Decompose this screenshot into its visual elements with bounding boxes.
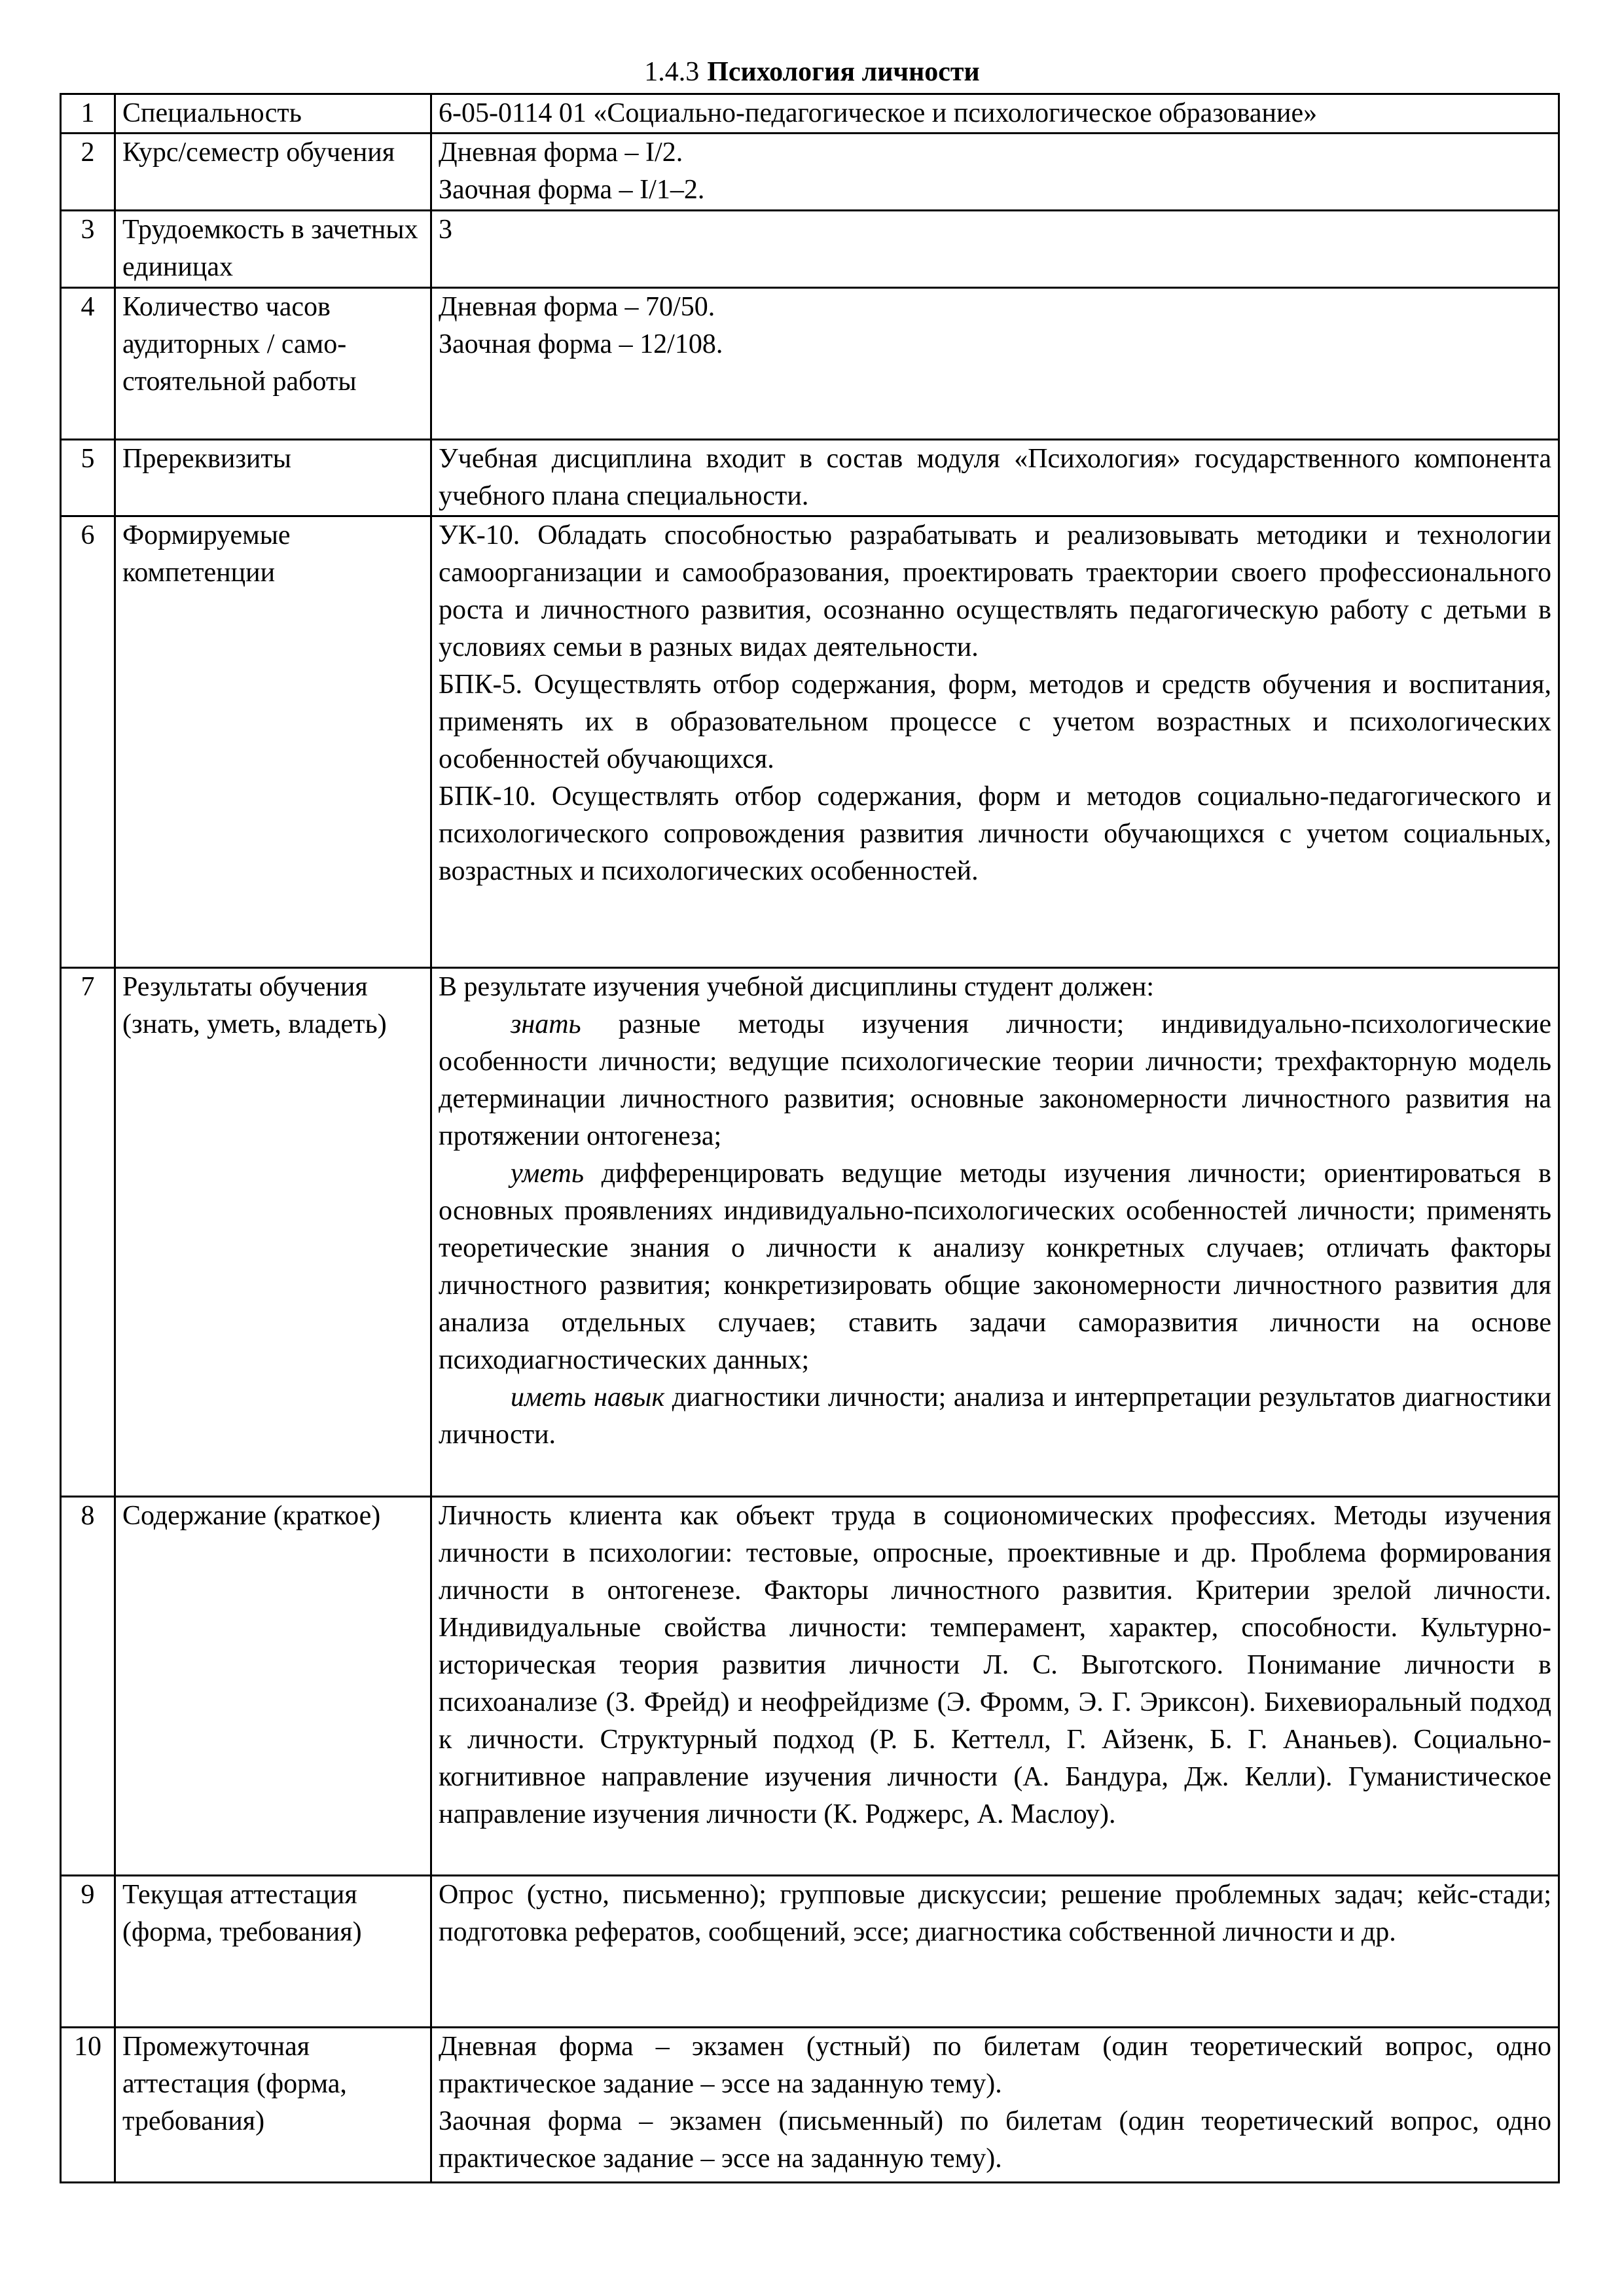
row-content [431, 134, 1559, 211]
table-row [61, 211, 1559, 288]
row-paragraph: Дневная форма – 70/50. [439, 292, 715, 322]
outcome-skill [439, 1379, 1551, 1454]
outcome-text: дифференцировать ведущие методы изучения личности; ориентироваться в основных проявлениях индивидуально-психологических особенностей личности; применять теоретические знания о личности к анализу конкретных случаев; отличать факторы личностного развития; конкретизировать общие закономерности личностного развития для анализа отдельных случаев; ставить задачи саморазвития личности на основе психодиагностических данных; [439, 1158, 1551, 1375]
table-row [61, 516, 1559, 968]
row-number: 8 [61, 1497, 115, 1876]
outcome-text: разные методы изучения личности; индивидуально-психологические особенности личности; ведущие психологические теории личности; трехфакторную модель детерминации личностного развития; основные закономерности личностного развития на протяжении онтогенеза; [439, 1009, 1551, 1151]
row-content [431, 211, 1559, 288]
row-number: 2 [61, 134, 115, 211]
row-label: Формируемые компетенции [115, 516, 431, 968]
row-label: Содержание (краткое) [115, 1497, 431, 1876]
table-row [61, 440, 1559, 516]
row-paragraph: Заочная форма – 12/108. [439, 329, 723, 359]
row-paragraph: Опрос (устно, письменно); групповые дискуссии; решение проблемных задач; кейс-стади; подготовка рефератов, сообщений, эссе; диагностика собственной личности и др. [439, 1880, 1551, 1947]
row-paragraph: БПК-10. Осуществлять отбор содержания, форм и методов социально-педагогического и психологического сопровождения развития личности обучающихся с учетом социальных, возрастных и психологических особенностей. [439, 781, 1551, 886]
outcome-can [439, 1155, 1551, 1379]
row-paragraph: УК-10. Обладать способностью разрабатывать и реализовывать методики и технологии самоорганизации и самообразования, проектировать траектории своего профессионального роста и личностного развития, осознанно осуществлять педагогическую работу с детьми в условиях семьи в разных видах деятельности. [439, 520, 1551, 662]
row-label: Трудоемкость в зачетных единицах [115, 211, 431, 288]
section-number: 1.4.3 [644, 57, 700, 87]
row-number: 5 [61, 440, 115, 516]
row-label: Курс/семестр обучения [115, 134, 431, 211]
row-paragraph: Заочная форма – экзамен (письменный) по билетам (один теоретический вопрос, одно практическое задание – эссе на заданную тему). [439, 2106, 1551, 2174]
row-content [431, 968, 1559, 1497]
row-number: 9 [61, 1876, 115, 2028]
row-paragraph: Личность клиента как объект труда в социономических профессиях. Методы изучения личности в психологии: тестовые, опросные, проективные и др. Проблема формирования личности в онтогенезе. Факторы личностного развития. Критерии зрелой личности. Индивидуальные свойства личности: темперамент, характер, способности. Культурно-историческая теория развития личности Л. С. Выготского. Понимание личности в психоанализе (З. Фрейд) и неофрейдизме (Э. Фромм, Э. Г. Эриксон). Бихевиоральный подход к личности. Структурный подход (Р. Б. Кеттелл, Г. Айзенк, Б. Г. Ананьев). Социально-когнитивное направление изучения личности (А. Бандура, Дж. Келли). Гуманистическое направление изучения личности (К. Роджерс, А. Маслоу). [439, 1501, 1551, 1829]
row-number: 7 [61, 968, 115, 1497]
table-row [61, 2028, 1559, 2183]
row-content [431, 516, 1559, 968]
row-content [431, 94, 1559, 134]
section-title: Психология личности [707, 57, 980, 87]
row-number: 3 [61, 211, 115, 288]
document-title [0, 52, 1624, 92]
row-content [431, 2028, 1559, 2183]
outcome-term: иметь навык [511, 1382, 665, 1412]
table-row [61, 134, 1559, 211]
row-paragraph: 6-05-0114 01 «Социально-педагогическое и психологическое образование» [439, 98, 1318, 128]
row-content [431, 1876, 1559, 2028]
row-label: Количество часов аудиторных / само-стоятельной работы [115, 288, 431, 440]
row-paragraph: Дневная форма – экзамен (устный) по билетам (один теоретический вопрос, одно практическое задание – эссе на заданную тему). [439, 2032, 1551, 2099]
row-label: Специальность [115, 94, 431, 134]
discipline-table [60, 93, 1560, 2183]
outcome-text: диагностики личности; анализа и интерпретации результатов диагностики личности. [439, 1382, 1551, 1450]
row-content [431, 1497, 1559, 1876]
outcome-term: уметь [511, 1158, 584, 1189]
table-row [61, 288, 1559, 440]
row-label: Текущая аттестация (форма, требования) [115, 1876, 431, 2028]
row-paragraph: Заочная форма – I/1–2. [439, 175, 705, 205]
row-label: Результаты обучения (знать, уметь, владеть) [115, 968, 431, 1497]
table-row [61, 968, 1559, 1497]
row-paragraph: Дневная форма – I/2. [439, 137, 683, 168]
row-number: 6 [61, 516, 115, 968]
row-number: 4 [61, 288, 115, 440]
row-paragraph: 3 [439, 215, 452, 245]
outcome-know [439, 1006, 1551, 1155]
row-label: Пререквизиты [115, 440, 431, 516]
row-content [431, 288, 1559, 440]
row-label: Промежуточная аттестация (форма, требования) [115, 2028, 431, 2183]
table-row [61, 1497, 1559, 1876]
row-number: 1 [61, 94, 115, 134]
table-row [61, 94, 1559, 134]
row-intro: В результате изучения учебной дисциплины студент должен: [439, 972, 1154, 1002]
row-content [431, 440, 1559, 516]
table-row [61, 1876, 1559, 2028]
row-paragraph: БПК-5. Осуществлять отбор содержания, форм, методов и средств обучения и воспитания, применять их в образовательном процессе с учетом возрастных и психологических особенностей обучающихся. [439, 670, 1551, 774]
row-paragraph: Учебная дисциплина входит в состав модуля «Психология» государственного компонента учебного плана специальности. [439, 444, 1551, 511]
row-number: 10 [61, 2028, 115, 2183]
outcome-term: знать [511, 1009, 581, 1039]
